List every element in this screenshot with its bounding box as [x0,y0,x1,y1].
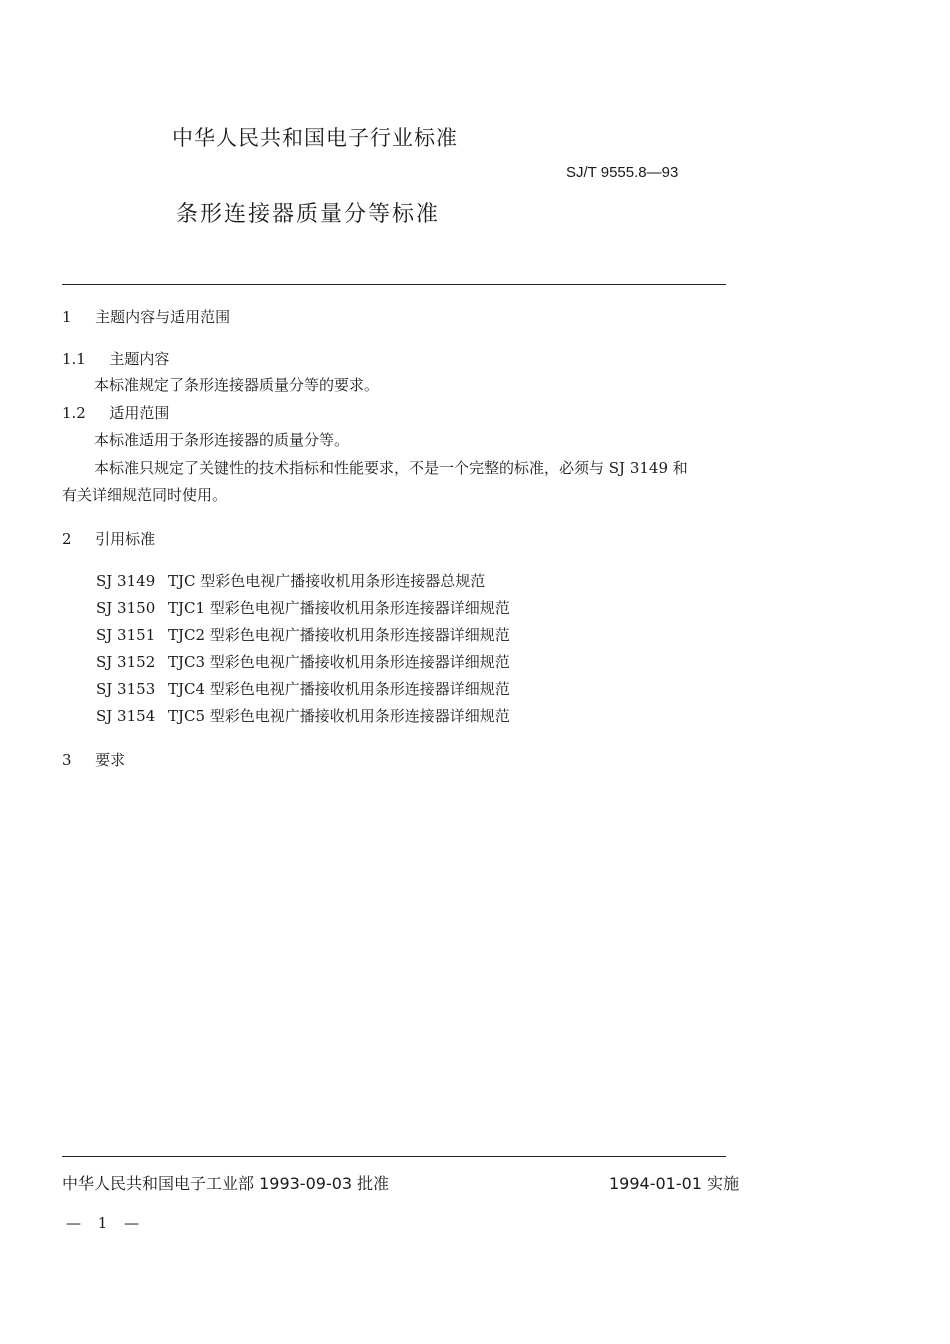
reference-title: TJC4 型彩色电视广播接收机用条形连接器详细规范 [168,680,510,698]
document-title: 条形连接器质量分等标准 [176,202,441,227]
approval-statement: 中华人民共和国电子工业部 1993-09-03 批准 [62,1174,390,1193]
reference-code: SJ 3152 [96,653,156,671]
section-number: 3 [62,751,72,769]
reference-code: SJ 3151 [96,626,156,644]
standard-number: SJ/T 9555.8—93 [566,164,679,181]
reference-title: TJC 型彩色电视广播接收机用条形连接器总规范 [168,572,486,590]
section-number: 1.1 [62,350,86,368]
section-title: 引用标准 [95,530,156,548]
section-title: 主题内容与适用范围 [95,308,231,326]
section-1-2-text-2-line-1: 本标准只规定了关键性的技术指标和性能要求，不是一个完整的标准，必须与 SJ 3149 和 [94,459,688,477]
reference-list [96,568,510,730]
reference-item [96,649,510,676]
section-number: 2 [62,530,72,548]
reference-code: SJ 3149 [96,572,156,590]
reference-code: SJ 3154 [96,707,156,725]
reference-code: SJ 3153 [96,680,156,698]
reference-item [96,568,510,595]
reference-code: SJ 3150 [96,599,156,617]
reference-title: TJC5 型彩色电视广播接收机用条形连接器详细规范 [168,707,510,725]
section-1-2-heading [62,402,169,423]
reference-title: TJC1 型彩色电视广播接收机用条形连接器详细规范 [168,599,510,617]
reference-item [96,703,510,730]
section-3-heading [62,749,125,770]
section-title: 主题内容 [109,350,170,368]
reference-title: TJC2 型彩色电视广播接收机用条形连接器详细规范 [168,626,510,644]
reference-item [96,622,510,649]
section-title: 要求 [95,751,126,769]
section-1-2-text-2-line-2: 有关详细规范同时使用。 [62,486,228,504]
reference-title: TJC3 型彩色电视广播接收机用条形连接器详细规范 [168,653,510,671]
header-divider [62,284,726,285]
footer-divider [62,1156,726,1157]
section-1-1-heading [62,348,169,369]
page-number: — 1 — [66,1214,146,1232]
reference-item [96,676,510,703]
section-title: 适用范围 [109,404,170,422]
section-1-heading [62,306,230,327]
section-number: 1.2 [62,404,86,422]
implementation-date: 1994-01-01 实施 [609,1174,740,1193]
section-1-1-text: 本标准规定了条形连接器质量分等的要求。 [94,376,380,394]
section-2-heading [62,528,155,549]
issuing-organization: 中华人民共和国电子行业标准 [172,126,458,150]
section-1-2-text-1: 本标准适用于条形连接器的质量分等。 [94,431,350,449]
reference-item [96,595,510,622]
section-number: 1 [62,308,72,326]
